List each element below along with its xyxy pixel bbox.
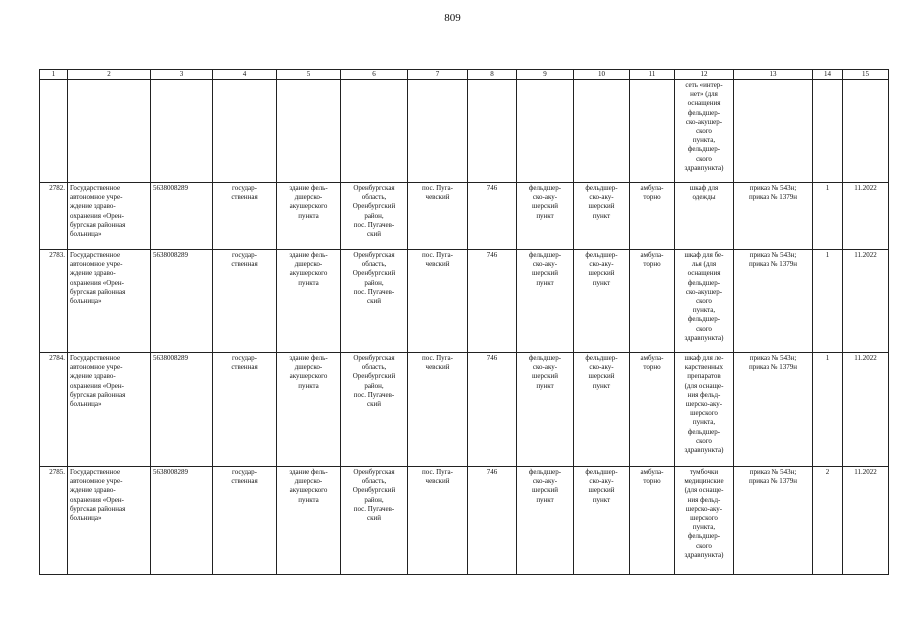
organization-name-cell (68, 250, 151, 353)
entry-number: 2783. (49, 251, 65, 259)
unit-type-cell (517, 467, 574, 575)
deadline: 11.2022 (854, 468, 877, 476)
inn-cell (151, 80, 213, 183)
care-form-cell (630, 467, 675, 575)
unit-subtype-cell (574, 467, 630, 575)
unit-subtype-cell (574, 250, 630, 353)
building-type: здание фель- дшерско- акушерского пункта (289, 184, 328, 220)
column-number: 13 (734, 70, 813, 80)
column-number: 5 (277, 70, 341, 80)
equipment-name: сеть «интер- нет» (для оснащения фельдшер- ско-акушер- ского пункта, фельдшер- ского здравпункта) (684, 81, 724, 172)
legal-basis-cell (734, 80, 813, 183)
legal-basis: приказ № 543н; приказ № 1379н (748, 184, 798, 202)
deadline: 11.2022 (854, 354, 877, 362)
address-cell (341, 183, 408, 250)
equipment-name: шкаф для одежды (689, 184, 719, 202)
page-number: 809 (444, 12, 461, 24)
deadline-cell (843, 183, 889, 250)
oktmo-code-cell (468, 183, 517, 250)
oktmo-code: 746 (486, 184, 498, 192)
ownership-type-cell (213, 80, 277, 183)
equipment-name-cell (675, 353, 734, 467)
unit-type-cell (517, 80, 574, 183)
deadline-cell (843, 467, 889, 575)
quantity-cell (813, 467, 843, 575)
table-row (40, 80, 889, 183)
column-number: 3 (151, 70, 213, 80)
address-cell (341, 353, 408, 467)
care-form-cell (630, 250, 675, 353)
oktmo-code-cell (468, 80, 517, 183)
address: Оренбургская область, Оренбургский район, пос. Пугачев- ский (352, 354, 396, 409)
entry-number: 2785. (49, 468, 65, 476)
oktmo-code: 746 (486, 468, 498, 476)
inn-cell (151, 353, 213, 467)
table-row (40, 250, 889, 353)
unit-subtype: фельдшер- ско-аку- шерский пункт (585, 468, 618, 504)
inn-cell (151, 250, 213, 353)
entry-number-cell (40, 467, 68, 575)
column-number: 9 (517, 70, 574, 80)
registry-table (39, 69, 889, 575)
settlement: пос. Пуга- чевский (422, 468, 453, 486)
ownership-type-cell (213, 353, 277, 467)
unit-subtype: фельдшер- ско-аку- шерский пункт (585, 354, 618, 390)
quantity: 1 (825, 354, 830, 362)
building-type: здание фель- дшерско- акушерского пункта (289, 354, 328, 390)
settlement: пос. Пуга- чевский (422, 184, 453, 202)
care-form: амбула- торно (640, 468, 664, 486)
quantity-cell (813, 183, 843, 250)
legal-basis-cell (734, 467, 813, 575)
oktmo-code-cell (468, 250, 517, 353)
column-number: 4 (213, 70, 277, 80)
oktmo-code-cell (468, 467, 517, 575)
address: Оренбургская область, Оренбургский район, пос. Пугачев- ский (352, 468, 396, 523)
organization-name: Государственное автономное учре- ждение здраво- охранения «Орен- бургская районная больница» (70, 184, 126, 239)
entry-number: 2782. (49, 184, 65, 192)
column-number: 7 (408, 70, 468, 80)
care-form-cell (630, 353, 675, 467)
equipment-name-cell (675, 250, 734, 353)
unit-type: фельдшер- ско-аку- шерский пункт (528, 184, 562, 220)
table-row (40, 353, 889, 467)
column-number: 6 (341, 70, 408, 80)
quantity: 1 (825, 251, 830, 259)
ownership-type: государ- ственная (231, 354, 258, 372)
legal-basis-cell (734, 353, 813, 467)
equipment-name-cell (675, 467, 734, 575)
entry-number-cell (40, 183, 68, 250)
column-number: 11 (630, 70, 675, 80)
organization-name: Государственное автономное учре- ждение здраво- охранения «Орен- бургская районная больница» (70, 251, 126, 306)
column-number: 2 (68, 70, 151, 80)
address-cell (341, 467, 408, 575)
quantity-cell (813, 250, 843, 353)
building-type-cell (277, 467, 341, 575)
organization-name-cell (68, 353, 151, 467)
equipment-name-cell (675, 183, 734, 250)
unit-subtype-cell (574, 183, 630, 250)
unit-type-cell (517, 250, 574, 353)
inn-cell (151, 467, 213, 575)
inn-cell (151, 183, 213, 250)
deadline-cell (843, 80, 889, 183)
column-number: 15 (843, 70, 889, 80)
column-number-row (40, 70, 889, 80)
entry-number-cell (40, 80, 68, 183)
organization-name-cell (68, 467, 151, 575)
address-cell (341, 250, 408, 353)
settlement-cell (408, 80, 468, 183)
legal-basis: приказ № 543н; приказ № 1379н (748, 354, 798, 372)
care-form: амбула- торно (640, 354, 664, 372)
unit-type-cell (517, 353, 574, 467)
equipment-name: тумбочки медицинские (для оснаще- ния фельд- шерско-аку- шерского пункта, фельдшер- ского здравпункта) (684, 468, 724, 559)
organization-name-cell (68, 183, 151, 250)
ownership-type: государ- ственная (231, 184, 258, 202)
deadline-cell (843, 353, 889, 467)
oktmo-code: 746 (486, 354, 498, 362)
legal-basis-cell (734, 250, 813, 353)
ownership-type-cell (213, 183, 277, 250)
column-number: 1 (40, 70, 68, 80)
ownership-type: государ- ственная (231, 468, 258, 486)
address: Оренбургская область, Оренбургский район, пос. Пугачев- ский (352, 184, 396, 239)
settlement-cell (408, 250, 468, 353)
inn: 5638008289 (153, 468, 188, 476)
deadline: 11.2022 (854, 184, 877, 192)
building-type: здание фель- дшерско- акушерского пункта (289, 251, 328, 287)
entry-number-cell (40, 353, 68, 467)
quantity: 1 (825, 184, 830, 192)
oktmo-code-cell (468, 353, 517, 467)
equipment-name-cell (675, 80, 734, 183)
table-row (40, 467, 889, 575)
organization-name: Государственное автономное учре- ждение здраво- охранения «Орен- бургская районная больница» (70, 468, 126, 523)
settlement-cell (408, 353, 468, 467)
quantity-cell (813, 353, 843, 467)
care-form: амбула- торно (640, 184, 664, 202)
ownership-type: государ- ственная (231, 251, 258, 269)
building-type-cell (277, 353, 341, 467)
table-row (40, 183, 889, 250)
unit-subtype: фельдшер- ско-аку- шерский пункт (585, 251, 618, 287)
ownership-type-cell (213, 467, 277, 575)
settlement-cell (408, 183, 468, 250)
deadline-cell (843, 250, 889, 353)
care-form: амбула- торно (640, 251, 664, 269)
equipment-name: шкаф для бе- лья (для оснащения фельдшер- ско-акушер- ского пункта, фельдшер- ского здравпункта) (684, 251, 724, 342)
entry-number: 2784. (49, 354, 65, 362)
settlement-cell (408, 467, 468, 575)
unit-subtype: фельдшер- ско-аку- шерский пункт (585, 184, 618, 220)
address: Оренбургская область, Оренбургский район, пос. Пугачев- ский (352, 251, 396, 306)
entry-number-cell (40, 250, 68, 353)
building-type-cell (277, 80, 341, 183)
unit-type-cell (517, 183, 574, 250)
column-number: 14 (813, 70, 843, 80)
quantity-cell (813, 80, 843, 183)
unit-type: фельдшер- ско-аку- шерский пункт (528, 354, 562, 390)
care-form-cell (630, 80, 675, 183)
column-number: 8 (468, 70, 517, 80)
care-form-cell (630, 183, 675, 250)
legal-basis: приказ № 543н; приказ № 1379н (748, 251, 798, 269)
settlement: пос. Пуга- чевский (422, 251, 453, 269)
building-type-cell (277, 250, 341, 353)
unit-subtype-cell (574, 80, 630, 183)
column-number: 10 (574, 70, 630, 80)
organization-name: Государственное автономное учре- ждение здраво- охранения «Орен- бургская районная больница» (70, 354, 126, 409)
equipment-name: шкаф для ле- карственных препаратов (для оснаще- ния фельд- шерско-аку- шерского пункта, фельдшер- ского здравпункта) (684, 354, 724, 455)
quantity: 2 (825, 468, 830, 476)
address-cell (341, 80, 408, 183)
column-number: 12 (675, 70, 734, 80)
inn: 5638008289 (153, 184, 188, 192)
legal-basis: приказ № 543н; приказ № 1379н (748, 468, 798, 486)
building-type-cell (277, 183, 341, 250)
organization-name-cell (68, 80, 151, 183)
legal-basis-cell (734, 183, 813, 250)
inn: 5638008289 (153, 251, 188, 259)
inn: 5638008289 (153, 354, 188, 362)
building-type: здание фель- дшерско- акушерского пункта (289, 468, 328, 504)
ownership-type-cell (213, 250, 277, 353)
settlement: пос. Пуга- чевский (422, 354, 453, 372)
deadline: 11.2022 (854, 251, 877, 259)
oktmo-code: 746 (486, 251, 498, 259)
unit-subtype-cell (574, 353, 630, 467)
unit-type: фельдшер- ско-аку- шерский пункт (528, 468, 562, 504)
unit-type: фельдшер- ско-аку- шерский пункт (528, 251, 562, 287)
